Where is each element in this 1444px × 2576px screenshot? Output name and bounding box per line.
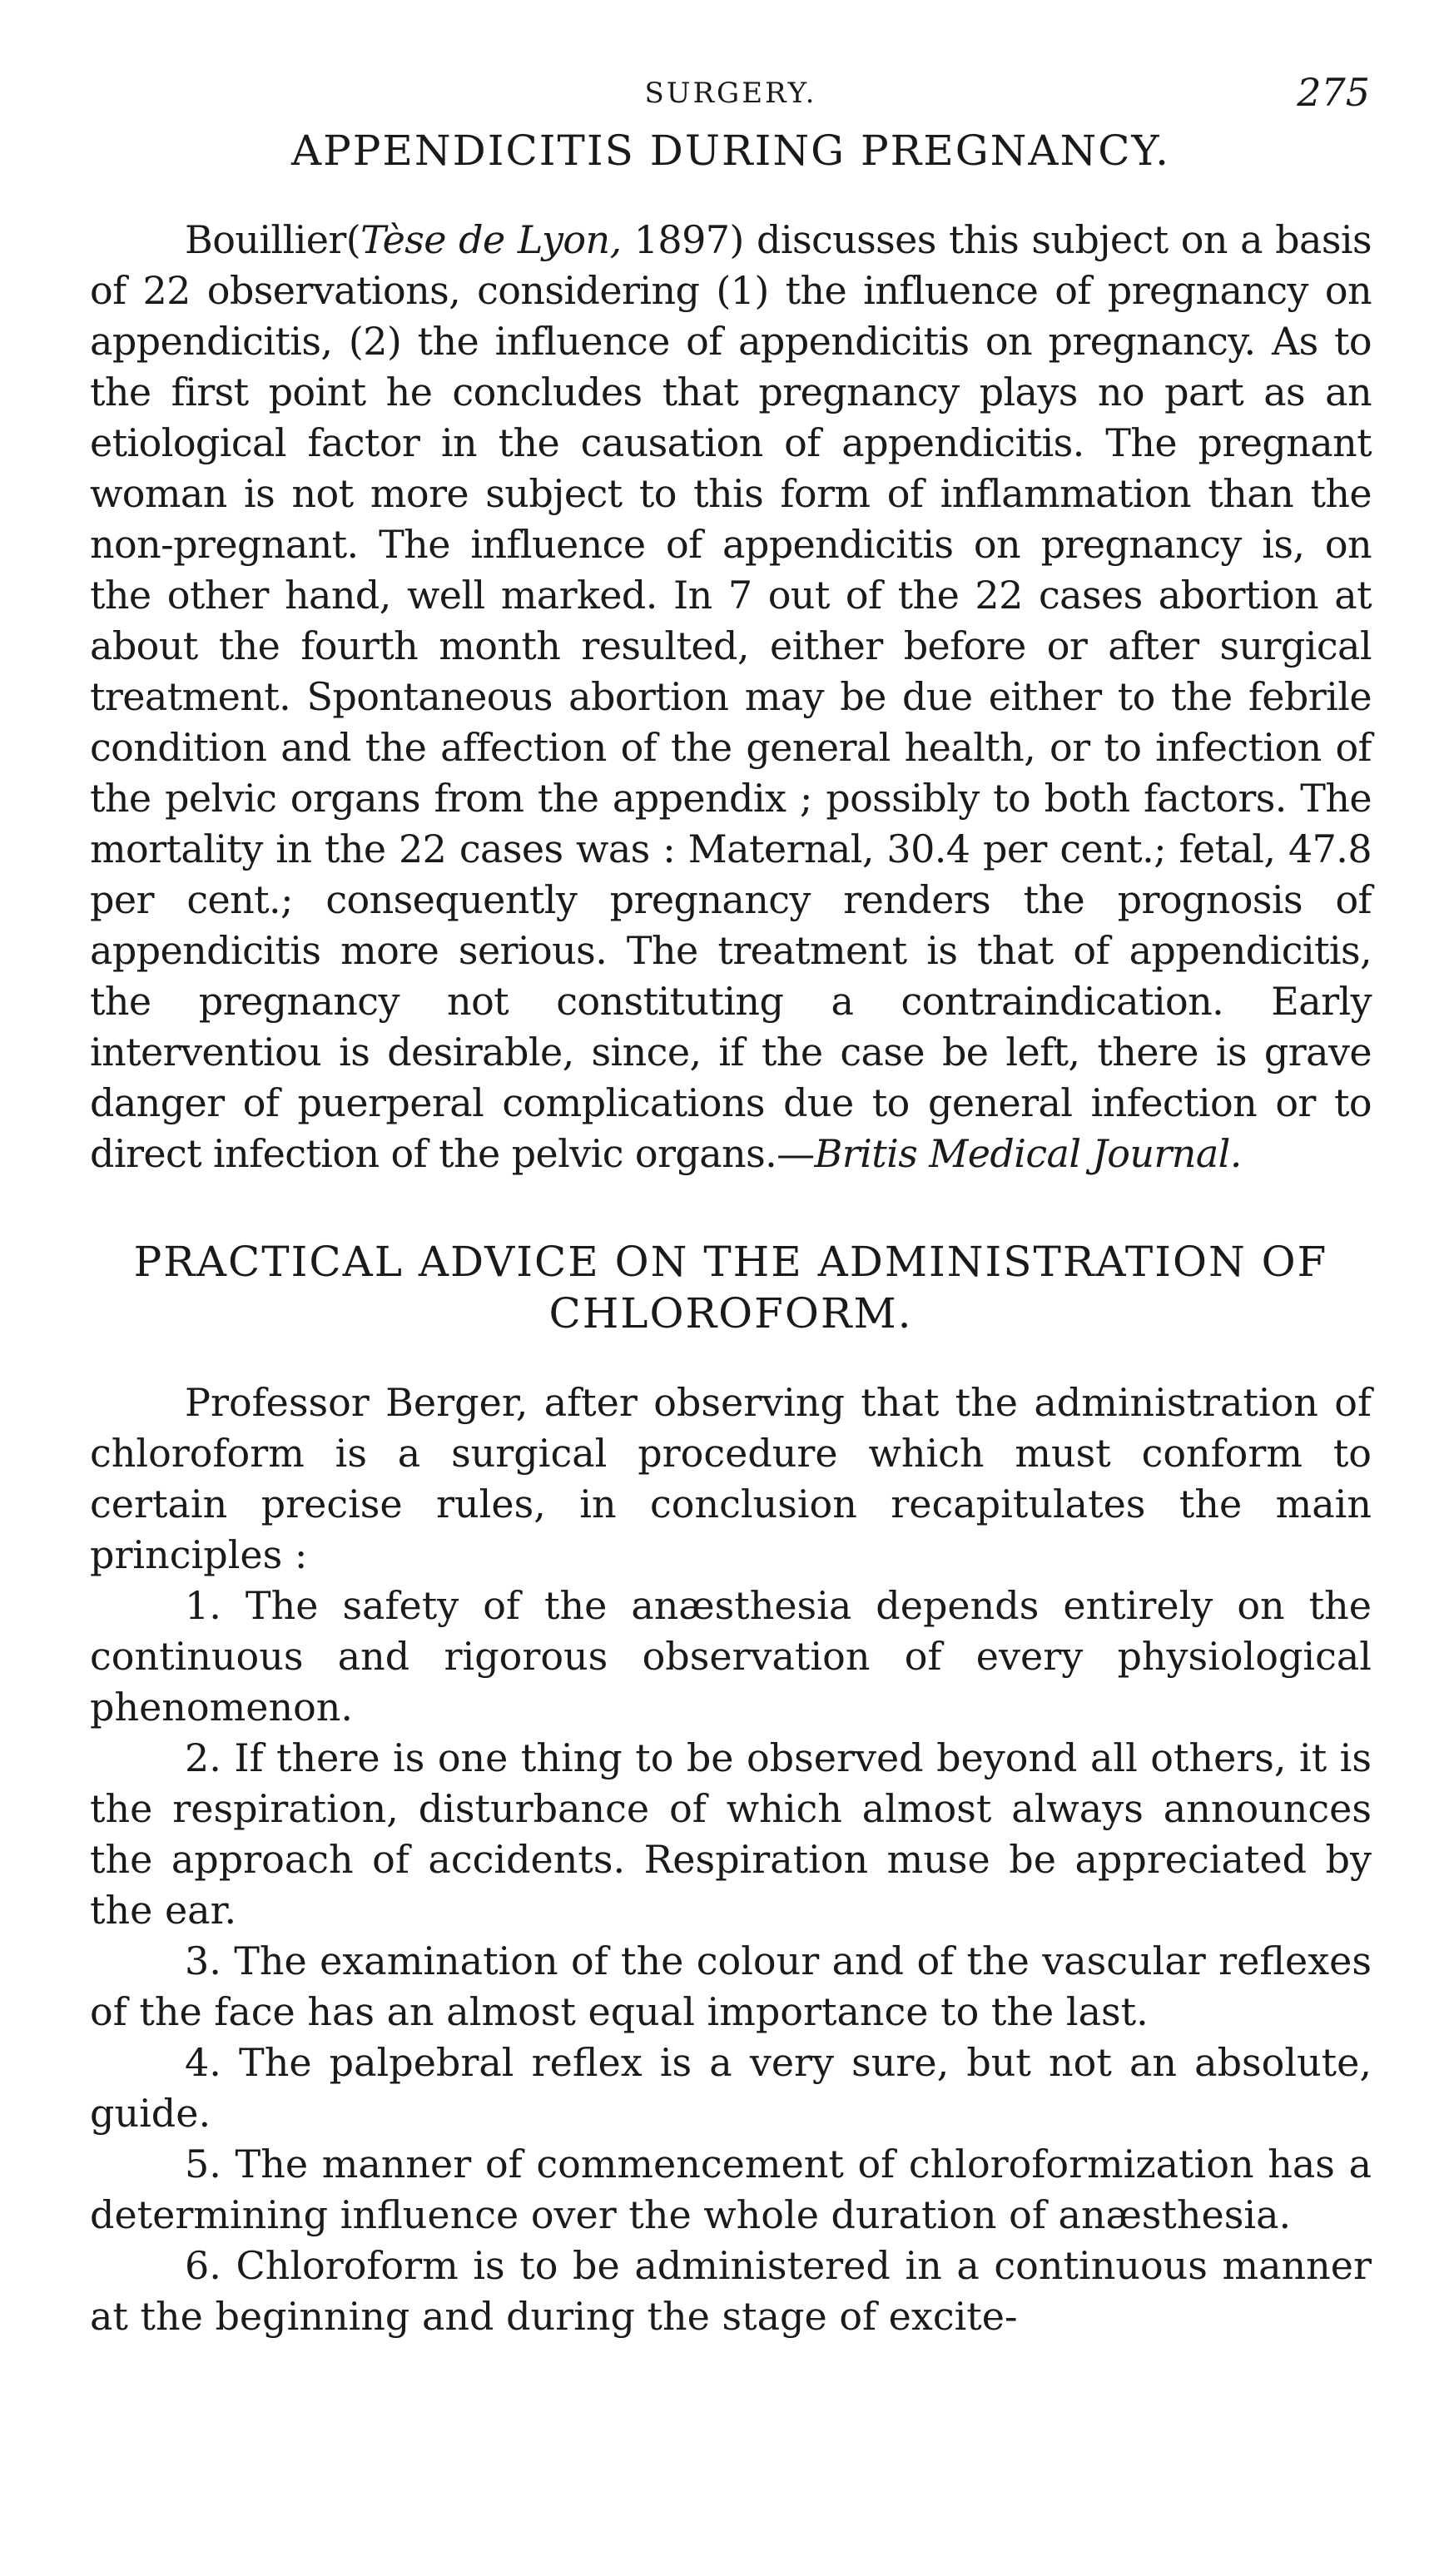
article-intro-chloroform: Professor Berger, after observing that the administration of chloroform is a surgical procedure which must conform to certain precise rules, in conclusion recapitulates the main principles :: [90, 1380, 1372, 1577]
principle-item: 3. The examination of the colour and of the vascular reflexes of the face has an almost equal importance to the last.: [90, 1938, 1372, 2034]
principle-item: 4. The palpebral reflex is a very sure, but not an absolute, guide.: [90, 2040, 1372, 2136]
principle-item: 5. The manner of commencement of chloroformization has a determining influence over the whole duration of anæsthesia.: [90, 2142, 1372, 2237]
running-head: [90, 67, 1372, 125]
citation-open: (: [345, 217, 361, 262]
running-title: SURGERY.: [644, 77, 817, 110]
source-journal: Britis Medical Journal.: [814, 1131, 1242, 1176]
page: [90, 67, 1372, 2342]
page-number: 275: [1297, 70, 1370, 115]
article-body-appendicitis: [90, 215, 1372, 1179]
article-title-chloroform: PRACTICAL ADVICE ON THE ADMINISTRATION OF CHLOROFORM.: [133, 1238, 1328, 1338]
source-dash: —: [777, 1131, 815, 1176]
body-text: discusses this subject on a basis of 22 observations, considering (1) the influence of pregnancy on appendicitis, (2) the influence of appendicitis on pregnancy. As to the first point he concludes that pregnancy plays no part as an etiological factor in the causation of appendicitis. The pregnant woman is not more subject to this form of inflammation than the non-pregnant. The influence of appendicitis on pregnancy is, on the other hand, well marked. In 7 out of the 22 cases abortion at about the fourth month resulted, either before or after surgical treatment. Spontaneous abortion may be due either to the febrile condition and the affection of the general health, or to infection of the pelvic organs from the appendix ; possibly to both factors. The mortality in the 22 cases was : Maternal, 30.4 per cent.; fetal, 47.8 per cent.; consequently pregnancy renders the prognosis of appendicitis more serious. The treatment is that of appendicitis, the pregnancy not constituting a contraindication. Early interventiou is desirable, since, if the case be left, there is grave danger of puerperal complications due to general infection or to direct infection of the pelvic organs.: [90, 217, 1372, 1176]
author-name: Bouillier: [185, 217, 346, 262]
citation-work: Tèse de Lyon,: [360, 217, 622, 262]
citation-year: 1897): [621, 217, 744, 262]
article-title-appendicitis: APPENDICITIS DURING PREGNANCY.: [291, 127, 1170, 175]
principle-item: 6. Chloroform is to be administered in a continuous manner at the beginning and during the stage of excite-: [90, 2243, 1372, 2339]
principle-item: 2. If there is one thing to be observed beyond all others, it is the respiration, disturbance of which almost always announces the approach of accidents. Respiration muse be appreciated by the ear.: [90, 1735, 1372, 1933]
principle-item: 1. The safety of the anæsthesia depends entirely on the continuous and rigorous observation of every physiological phenomenon.: [90, 1583, 1372, 1730]
